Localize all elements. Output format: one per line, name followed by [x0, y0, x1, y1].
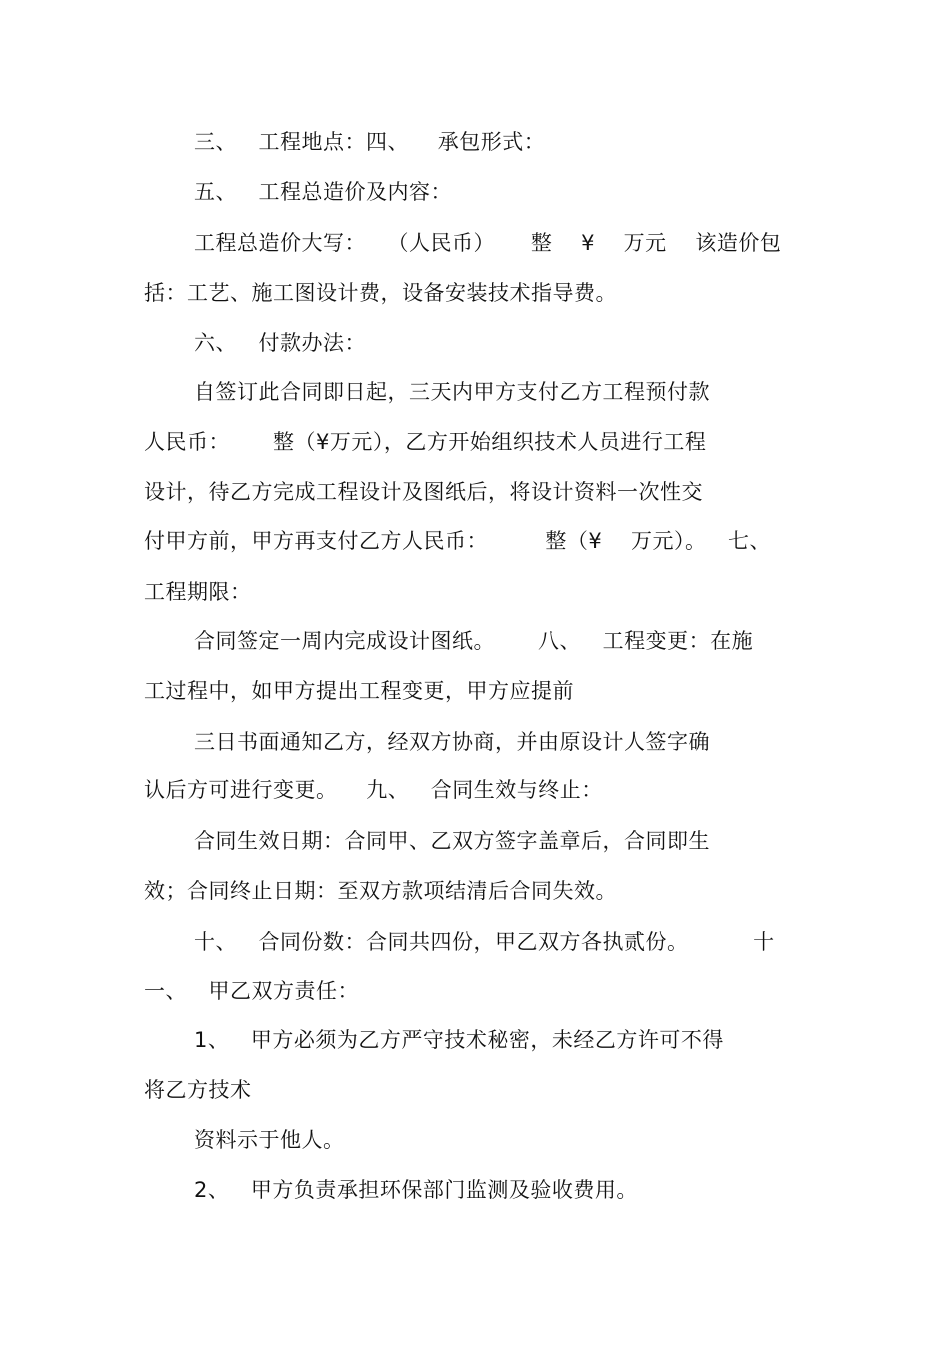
text-line-7: 人民币： 整（¥万元），乙方开始组织技术人员进行工程 — [144, 430, 707, 454]
text-line-12: 工过程中，如甲方提出工程变更，甲方应提前 — [144, 679, 574, 703]
text-line-14: 认后方可进行变更。 九、 合同生效与终止： — [144, 778, 603, 802]
text-line-3: 工程总造价大写： （人民币） 整 ¥ 万元 该造价包 — [194, 231, 782, 255]
text-line-2: 五、 工程总造价及内容： — [194, 180, 453, 204]
text-line-21: 资料示于他人。 — [194, 1128, 345, 1152]
text-line-20: 将乙方技术 — [144, 1078, 252, 1102]
text-line-8: 设计，待乙方完成工程设计及图纸后，将设计资料一次性交 — [144, 480, 703, 504]
text-line-4: 括：工艺、施工图设计费，设备安装技术指导费。 — [144, 281, 617, 305]
text-line-10: 工程期限： — [144, 580, 252, 604]
text-line-22: 2、 甲方负责承担环保部门监测及验收费用。 — [194, 1178, 638, 1202]
text-line-17: 十、 合同份数：合同共四份，甲乙双方各执贰份。 十 — [194, 930, 775, 954]
text-line-18: 一、 甲乙双方责任： — [144, 979, 360, 1003]
text-line-9: 付甲方前，甲方再支付乙方人民币： 整（¥ 万元）。 七、 — [144, 529, 771, 553]
text-line-11: 合同签定一周内完成设计图纸。 八、 工程变更：在施 — [194, 629, 754, 653]
text-line-13: 三日书面通知乙方，经双方协商，并由原设计人签字确 — [194, 730, 710, 754]
text-line-1: 三、 工程地点：四、 承包形式： — [194, 130, 546, 154]
text-line-5: 六、 付款办法： — [194, 331, 367, 355]
text-line-19: 1、 甲方必须为乙方严守技术秘密，未经乙方许可不得 — [194, 1028, 724, 1052]
text-line-15: 合同生效日期：合同甲、乙双方签字盖章后，合同即生 — [194, 829, 710, 853]
text-line-6: 自签订此合同即日起，三天内甲方支付乙方工程预付款 — [194, 380, 710, 404]
text-line-16: 效；合同终止日期：至双方款项结清后合同失效。 — [144, 879, 617, 903]
